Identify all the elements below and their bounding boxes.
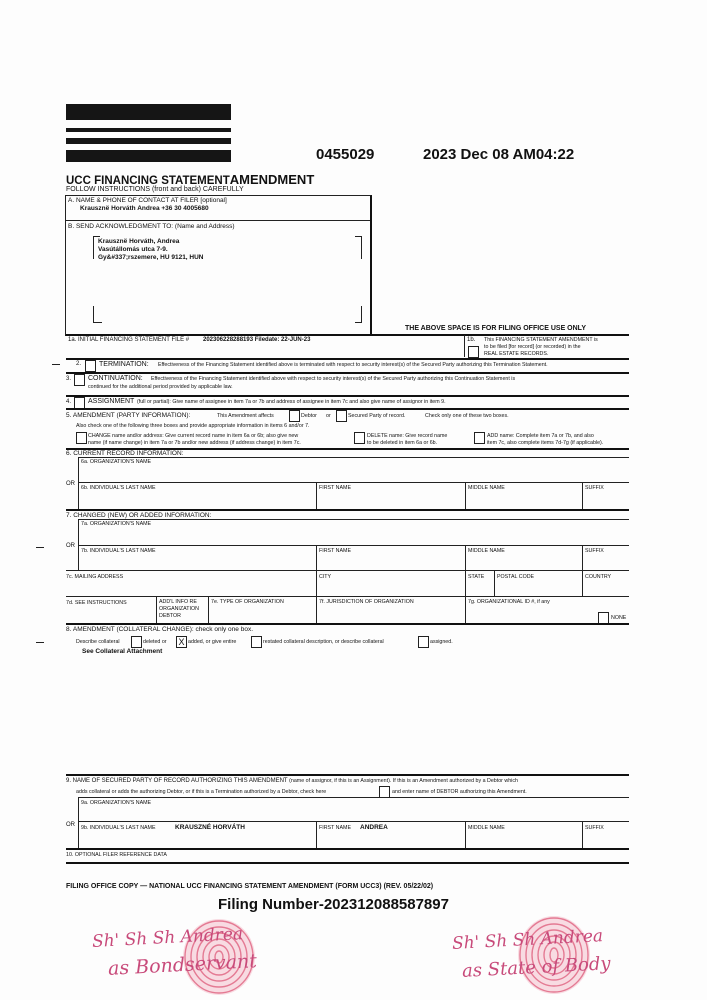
signature-right-line2: as State of Body [461,953,612,982]
item-7a-label: 7a. ORGANIZATION'S NAME [81,521,152,527]
filing-number: Filing Number-202312088587897 [218,896,449,913]
filing-office-space: THE ABOVE SPACE IS FOR FILING OFFICE USE ONLY [405,325,586,332]
item-8-title: 8. AMENDMENT (COLLATERAL CHANGE): check only one box. [66,626,253,633]
divider [465,821,466,848]
item-3-text: continued for the additional period provided by applicable law. [88,384,233,390]
item-7d-label [66,600,127,606]
item-10-label: 10. OPTIONAL FILER REFERENCE DATA [66,852,167,858]
item-5-title: 5. AMENDMENT (PARTY INFORMATION): [66,412,191,419]
divider [66,220,370,221]
debtor-checkbox[interactable] [289,410,300,422]
collateral-deleted-checkbox[interactable] [131,636,142,648]
item-9-line2: adds collateral or adds the authorizing Debtor, or if this is a Termination authorized by a Debtor, check here [76,789,327,795]
secured-party-checkbox[interactable] [336,410,347,422]
address-line: Krausznë Horváth, Andrea [98,238,180,245]
item-9-middle-name: MIDDLE NAME [468,825,505,831]
termination-checkbox[interactable] [85,360,96,372]
form-title-suffix: AMENDMENT [229,172,315,187]
collateral-restated-checkbox[interactable] [251,636,262,648]
item-9-title-sub: (name of assignor, if this is an Assignment). If this is an Amendment authorized by a Debtor which [289,778,518,784]
item-5-delete-text: to be deleted in item 6a or 6b. [367,440,438,446]
item-6-or: OR [66,481,75,487]
real-estate-checkbox[interactable] [468,346,479,358]
filed-datetime: 2023 Dec 08 AM04:22 [423,146,575,163]
item-5-debtor: Debtor [301,413,317,419]
divider [78,519,629,520]
divider [78,457,629,458]
divider [464,335,465,357]
collateral-added-mark: X [178,637,185,647]
item-7-first-name: FIRST NAME [319,548,351,554]
address-bracket [355,236,362,259]
item-5-add-text: item 7c, also complete items 7d-7g (if applicable). [487,440,604,446]
filer-box [65,195,372,336]
signature-left-line2: as Bondservant [107,950,258,980]
item-7-or: OR [66,543,75,549]
item-1b-text: This FINANCING STATEMENT AMENDMENT is [484,337,598,343]
item-6-title: 6. CURRENT RECORD INFORMATION: [66,450,184,457]
item-9a-label: 9a. ORGANIZATION'S NAME [81,800,152,806]
divider [66,774,629,776]
item-1a-value: 202306228288193 Filedate: 22-JUN-23 [203,337,311,343]
divider [316,545,317,624]
item-9-title [66,778,518,784]
item-8-added: added, or give entire [188,639,237,645]
divider [78,457,79,509]
item-9b-value: KRAUSZNÉ HORVÁTH [175,824,245,831]
item-7-suffix: SUFFIX [585,548,604,554]
collateral-added-checkbox[interactable] [176,636,187,648]
collateral-assigned-checkbox[interactable] [418,636,429,648]
divider [465,482,466,509]
header-bar [66,128,231,132]
header-bar [66,104,231,120]
item-7-middle-name: MIDDLE NAME [468,548,505,554]
follow-instructions: FOLLOW INSTRUCTIONS (front and back) CAREFULLY [66,186,244,193]
divider [66,408,629,410]
item-4-number: 4. [66,399,72,405]
item-8-restated: restated collateral description, or describe collateral [263,639,384,645]
item-5-secured-party: Secured Party of record. [348,413,406,419]
divider [582,545,583,597]
item-7-addl-info: ADD'L INFO RE [159,599,197,605]
divider [78,797,629,798]
item-6b-label: 6b. INDIVIDUAL'S LAST NAME [81,485,156,491]
item-6a-label: 6a. ORGANIZATION'S NAME [81,459,152,465]
divider [465,545,466,624]
divider [156,596,157,624]
item-7-postal: POSTAL CODE [497,574,535,580]
margin-mark [36,547,44,548]
item-9-line2: and enter name of DEBTOR authorizing this Amendment. [392,789,527,795]
item-3-number: 3. [66,376,72,382]
send-ack-label: B. SEND ACKNOWLEDGMENT TO: (Name and Address) [68,223,235,230]
header-bar [66,138,231,144]
item-5-add-text: ADD name: Complete item 7a or 7b, and also [487,433,594,439]
divider [78,545,629,546]
divider [316,482,317,509]
item-6-middle-name: MIDDLE NAME [468,485,505,491]
divider [582,821,583,848]
divider [494,570,495,597]
item-1b-text: to be filed [for record] (or recorded) in the [484,344,581,350]
item-5-delete-text: DELETE name: Give record name [367,433,448,439]
address-line: Vasútállomás utca 7-9. [98,246,168,253]
margin-mark [36,642,44,643]
item-7-title: 7. CHANGED (NEW) OR ADDED INFORMATION: [66,512,212,519]
item-7-addl-info: DEBTOR [159,613,181,619]
item-8-see-attachment: See Collateral Attachment [82,648,163,655]
item-7e-label: 7e. TYPE OF ORGANIZATION [211,599,284,605]
continuation-checkbox[interactable] [74,374,85,386]
item-1b-text: REAL ESTATE RECORDS. [484,351,549,357]
margin-mark [52,364,60,365]
item-7b-label: 7b. INDIVIDUAL'S LAST NAME [81,548,156,554]
item-3-text: Effectiveness of the Financing Statement identified above with respect to security interest(s) of the Secured Party authorizing this Continuation Statement is [151,376,516,382]
divider [316,821,317,848]
item-7d-text: 7d. SEE INSTRUCTIONS [66,600,127,606]
divider [66,372,629,374]
item-8-describe: Describe collateral [76,639,120,645]
item-2-number: 2. [76,361,82,367]
item-2-title: TERMINATION: [99,361,149,368]
change-name-checkbox[interactable] [76,432,87,444]
item-8-deleted: deleted or [143,639,167,645]
signature-right-line1: Sh' Sh Sh Andrea [451,926,604,954]
divider [78,482,629,483]
item-7-country: COUNTRY [585,574,612,580]
item-5-also-check: Also check one of the following three boxes and provide appropriate information in items 6 and/or 7. [76,423,310,429]
item-5-change-text: name (if name change) in item 7a or 7b and/or new address (if address change) in item 7c. [88,440,301,446]
item-9b-label: 9b. INDIVIDUAL'S LAST NAME [81,825,156,831]
divider [66,570,629,571]
form-title-prefix: UCC FINANCING STATEMENT [66,175,230,187]
item-2-text: Effectiveness of the Financing Statement identified above is terminated with respect to security interest(s) of the Secured Party authorizing this Termination Statement. [158,362,548,368]
item-4-text: (full or partial): Give name of assignee in item 7a or 7b and address of assignee in item 7c and also give name of assignor in item 9. [137,399,446,405]
address-bracket [93,306,102,323]
divider [66,596,629,597]
divider [78,797,79,848]
item-4-title: ASSIGNMENT [88,398,135,405]
divider [66,395,629,397]
divider [66,848,629,850]
item-5-change-text: CHANGE name and/or address: Give current record name in item 6a or 6b; also give new [88,433,299,439]
item-5-or: or [326,413,331,419]
item-1b-label: 1b. [467,337,476,343]
form-title [66,172,314,187]
item-7-state: STATE [468,574,485,580]
filing-office-copy: FILING OFFICE COPY — NATIONAL UCC FINANCING STATEMENT AMENDMENT (FORM UCC3) (REV. 05/22/02) [66,883,434,890]
item-1a-label: 1a. INITIAL FINANCING STATEMENT FILE # [68,337,190,343]
address-bracket [355,306,362,323]
item-7g-none: NONE [611,615,627,621]
divider [66,509,629,511]
item-9-suffix: SUFFIX [585,825,604,831]
item-7c-label: 7c. MAILING ADDRESS [66,574,124,580]
delete-name-checkbox[interactable] [354,432,365,444]
item-9-or: OR [66,822,75,828]
divider [66,623,629,625]
divider [66,358,629,360]
item-7-city: CITY [319,574,332,580]
item-7g-label: 7g. ORGANIZATIONAL ID #, if any [468,599,550,605]
item-6-first-name: FIRST NAME [319,485,351,491]
divider [208,596,209,624]
item-3-title: CONTINUATION: [88,375,143,382]
address-line: Gy&#337;rszemere, HU 9121, HUN [98,254,204,261]
item-8-assigned: assigned. [430,639,453,645]
divider [582,482,583,509]
divider [66,334,629,336]
filer-contact-value: Krausznë Horváth Andrea +36 30 4005680 [80,205,209,212]
divider [78,821,629,822]
add-name-checkbox[interactable] [474,432,485,444]
signature-left-line1: Sh' Sh Sh Andrea [91,924,244,952]
filer-contact-label: A. NAME & PHONE OF CONTACT AT FILER [optional] [68,197,227,204]
item-5-affects: This Amendment affects [217,413,274,419]
item-7f-label: 7f. JURISDICTION OF ORGANIZATION [319,599,414,605]
item-7-addl-info: ORGANIZATION [159,606,199,612]
divider [66,862,629,864]
item-9-first-name-label: FIRST NAME [319,825,351,831]
item-6-suffix: SUFFIX [585,485,604,491]
item-9-title-text: 9. NAME OF SECURED PARTY OF RECORD AUTHORIZING THIS AMENDMENT [66,778,288,784]
file-number: 0455029 [316,146,375,163]
item-9-first-name-value: ANDREA [360,824,388,831]
item-5-check-one: Check only one of these two boxes. [425,413,509,419]
header-bar [66,150,231,162]
